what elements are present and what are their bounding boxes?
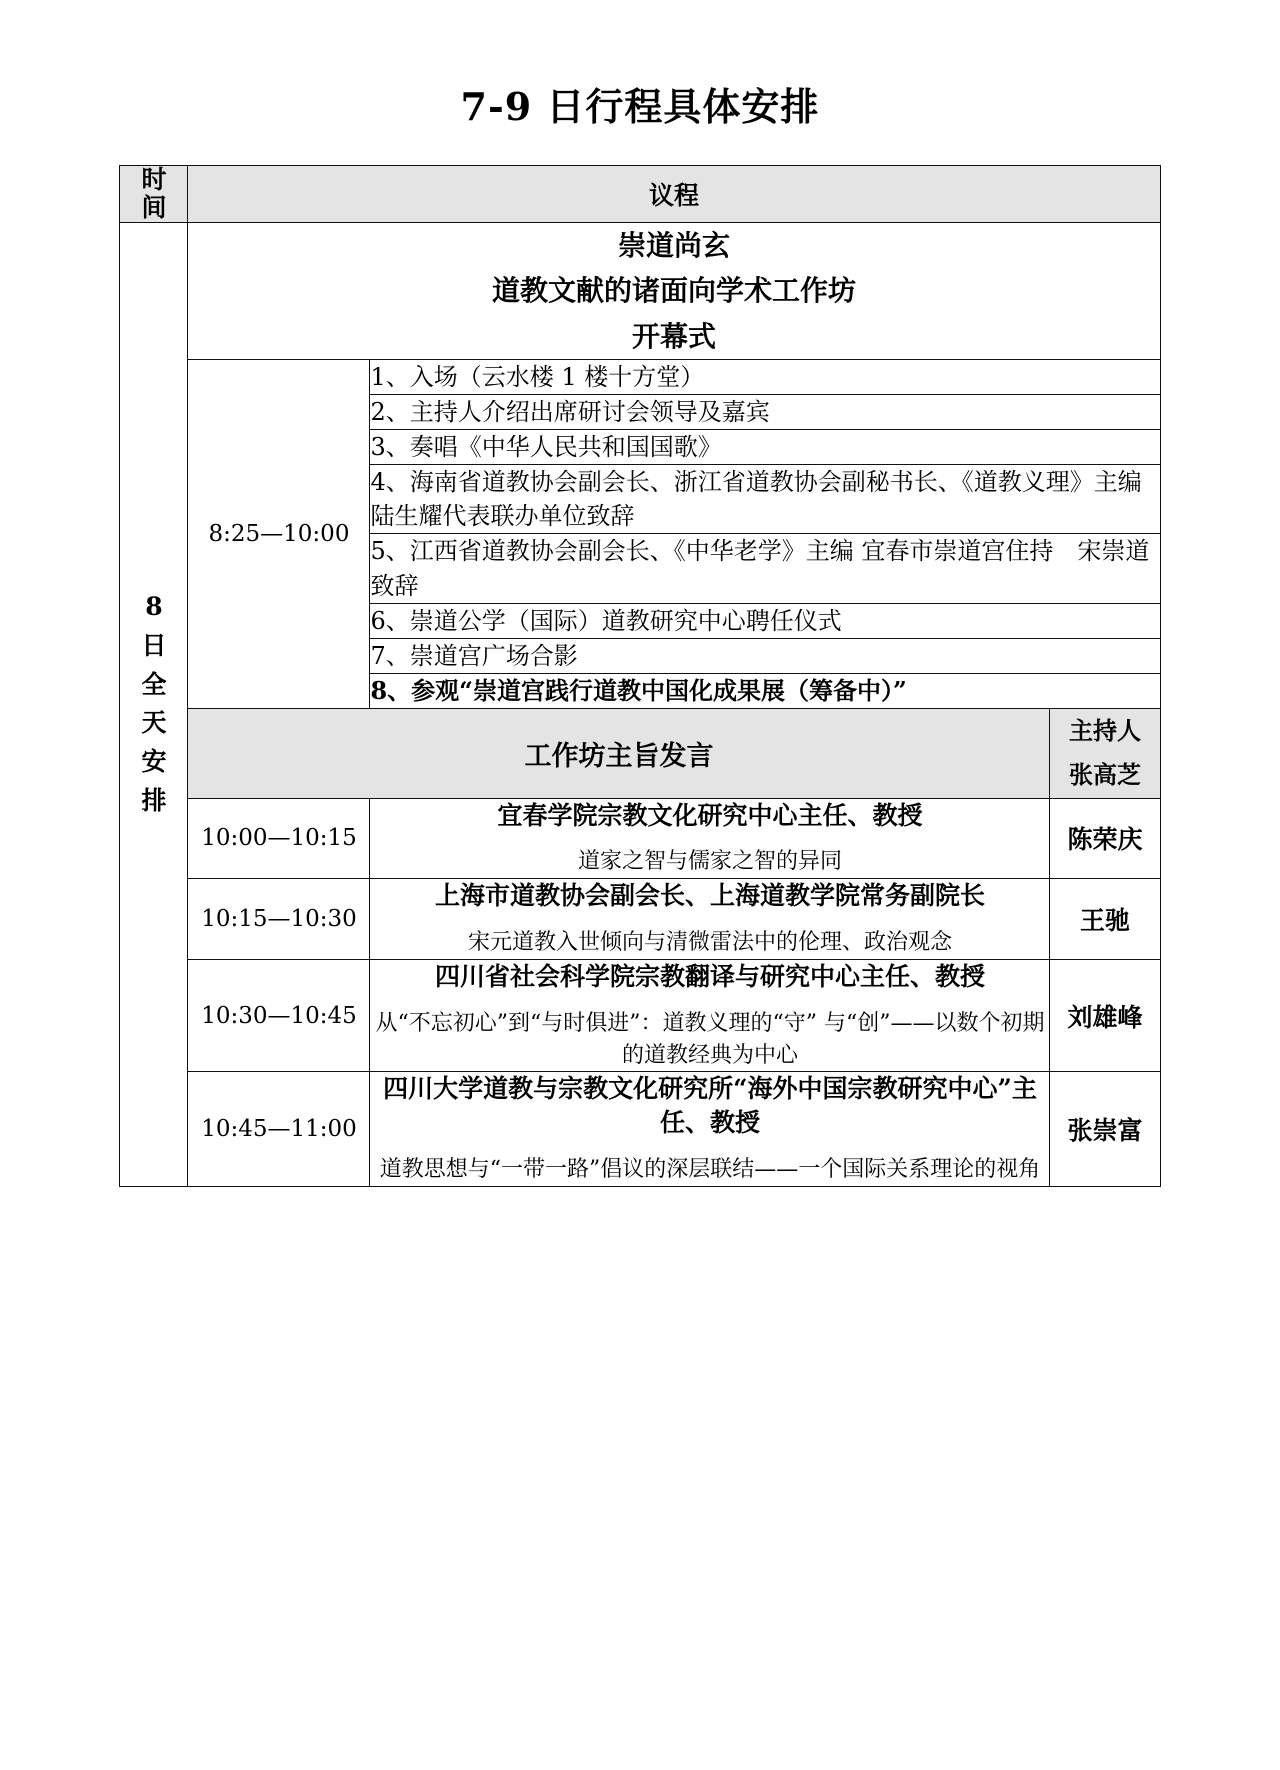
day-char-3: 天 bbox=[141, 708, 167, 738]
opening-title-row bbox=[120, 223, 1160, 360]
agenda-item: 6、崇道公学（国际）道教研究中心聘任仪式 bbox=[370, 603, 1160, 638]
agenda-item: 1、入场（云水楼 1 楼十方堂） bbox=[370, 360, 1160, 395]
keynote-band-row bbox=[120, 708, 1160, 798]
session-host: 陈荣庆 bbox=[1050, 798, 1160, 879]
session-topic: 宋元道教入世倾向与清微雷法中的伦理、政治观念 bbox=[467, 930, 952, 956]
session-content bbox=[370, 959, 1050, 1072]
table-header-row bbox=[120, 166, 1160, 223]
session-position: 四川省社会科学院宗教翻译与研究中心主任、教授 bbox=[434, 961, 985, 991]
session-row bbox=[120, 959, 1160, 1072]
session-content bbox=[370, 879, 1050, 960]
session-time: 10:00—10:15 bbox=[188, 798, 370, 879]
session-content bbox=[370, 798, 1050, 879]
opening-time: 8:25—10:00 bbox=[188, 360, 370, 709]
session-topic: 道教思想与“一带一路”倡议的深层联结——一个国际关系理论的视角 bbox=[379, 1156, 1041, 1182]
session-position: 四川大学道教与宗教文化研究所“海外中国宗教研究中心”主任、教授 bbox=[383, 1074, 1037, 1138]
session-time: 10:15—10:30 bbox=[188, 879, 370, 960]
schedule-table bbox=[119, 165, 1160, 1187]
day-char-5: 排 bbox=[141, 785, 167, 815]
session-row bbox=[120, 1072, 1160, 1186]
keynote-host-cell bbox=[1050, 708, 1160, 798]
session-row bbox=[120, 798, 1160, 879]
session-host: 王驰 bbox=[1050, 879, 1160, 960]
session-topic: 道家之智与儒家之智的异同 bbox=[577, 849, 842, 875]
opening-title-line-3: 开幕式 bbox=[631, 319, 716, 353]
session-row bbox=[120, 879, 1160, 960]
opening-title-line-1: 崇道尚玄 bbox=[617, 229, 730, 262]
session-time: 10:45—11:00 bbox=[188, 1072, 370, 1186]
session-host: 张崇富 bbox=[1050, 1072, 1160, 1186]
day-label-cell bbox=[120, 223, 188, 1187]
keynote-band-label: 工作坊主旨发言 bbox=[188, 708, 1050, 798]
session-content bbox=[370, 1072, 1050, 1186]
header-time-char-2: 间 bbox=[141, 193, 167, 222]
agenda-item: 3、奏唱《中华人民共和国国歌》 bbox=[370, 430, 1160, 465]
day-char-4: 安 bbox=[141, 747, 167, 777]
day-char-0: 8 bbox=[145, 592, 163, 622]
agenda-item: 5、江西省道教协会副会长、《中华老学》主编 宜春市崇道宫住持 宋崇道致辞 bbox=[370, 534, 1160, 603]
header-time-char-1: 时 bbox=[141, 165, 167, 194]
host-name: 张高芝 bbox=[1068, 760, 1141, 790]
day-char-2: 全 bbox=[141, 669, 167, 699]
session-time: 10:30—10:45 bbox=[188, 959, 370, 1072]
day-char-1: 日 bbox=[141, 630, 167, 660]
agenda-item: 2、主持人介绍出席研讨会领导及嘉宾 bbox=[370, 395, 1160, 430]
opening-title-line-2: 道教文献的诸面向学术工作坊 bbox=[491, 274, 856, 308]
session-topic: 从“不忘初心”到“与时俱进”：道教义理的“守” 与“创”——以数个初期的道教经典为中心 bbox=[375, 1010, 1045, 1068]
host-label: 主持人 bbox=[1068, 715, 1141, 745]
page-title: 7-9 日行程具体安排 bbox=[460, 84, 820, 129]
opening-ceremony-title bbox=[188, 223, 1160, 360]
session-host: 刘雄峰 bbox=[1050, 959, 1160, 1072]
agenda-row-1 bbox=[120, 360, 1160, 395]
session-position: 宜春学院宗教文化研究中心主任、教授 bbox=[497, 800, 923, 830]
agenda-item: 4、海南省道教协会副会长、浙江省道教协会副秘书长、《道教义理》主编 陆生耀代表联办单位致辞 bbox=[370, 465, 1160, 534]
agenda-item: 7、崇道宫广场合影 bbox=[370, 638, 1160, 673]
header-agenda: 议程 bbox=[188, 166, 1160, 223]
agenda-item: 8、参观“崇道宫践行道教中国化成果展（筹备中）” bbox=[370, 673, 1160, 708]
header-time-column bbox=[120, 166, 188, 223]
session-position: 上海市道教协会副会长、上海道教学院常务副院长 bbox=[434, 881, 985, 911]
